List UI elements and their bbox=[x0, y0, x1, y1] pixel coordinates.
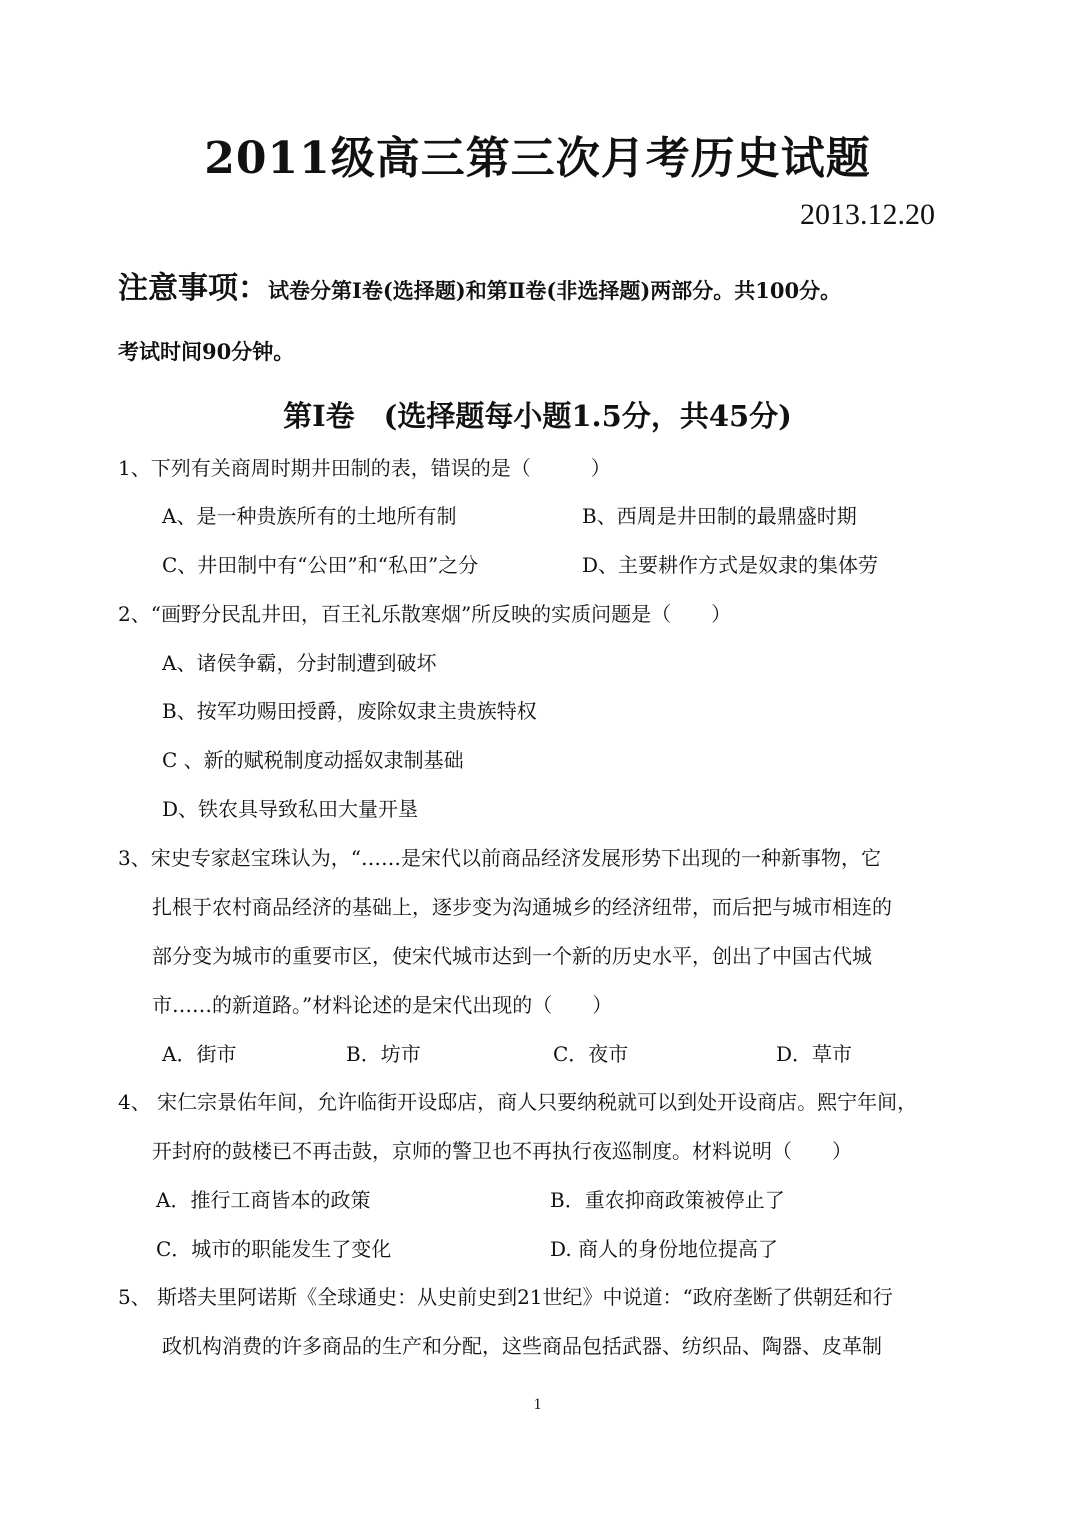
question-1-stem: 1、下列有关商周时期井田制的表，错误的是（ ） bbox=[118, 456, 611, 480]
question-3-line-2: 扎根于农村商品经济的基础上，逐步变为沟通城乡的经济纽带，而后把与城市相连的 bbox=[152, 895, 892, 919]
notice-text: 试卷分第Ⅰ卷(选择题)和第Ⅱ卷(非选择题)两部分。共100分。 bbox=[268, 278, 842, 303]
question-2-option-d: D、铁农具导致私田大量开垦 bbox=[162, 797, 419, 821]
question-3-option-a: A．街市 bbox=[162, 1042, 237, 1066]
question-3-option-c: C．夜市 bbox=[553, 1042, 629, 1066]
question-1-option-d: D、主要耕作方式是奴隶的集体劳 bbox=[582, 553, 879, 577]
question-4-option-d: D. 商人的身份地位提高了 bbox=[550, 1237, 779, 1261]
question-3-line-3: 部分变为城市的重要市区，使宋代城市达到一个新的历史水平，创出了中国古代城 bbox=[152, 944, 872, 968]
question-2-stem: 2、“画野分民乱井田，百王礼乐散寒烟”所反映的实质问题是（ ） bbox=[118, 602, 732, 626]
notice bbox=[118, 263, 978, 307]
question-2-option-a: A、诸侯争霸，分封制遭到破坏 bbox=[162, 651, 437, 675]
question-3-option-b: B．坊市 bbox=[346, 1042, 421, 1066]
exam-title: 2011级高三第三次月考历史试题 bbox=[204, 133, 871, 184]
notice-label: 注意事项： bbox=[118, 271, 268, 306]
page-number: 1 bbox=[533, 1396, 542, 1413]
question-3-line-4: 市……的新道路。”材料论述的是宋代出现的（ ） bbox=[152, 993, 613, 1017]
question-4-line-1: 4、 宋仁宗景佑年间，允许临街开设邸店，商人只要纳税就可以到处开设商店。熙宁年间， bbox=[118, 1090, 918, 1114]
question-4-line-2: 开封府的鼓楼已不再击鼓，京师的警卫也不再执行夜巡制度。材料说明（ ） bbox=[152, 1139, 852, 1163]
question-1-option-c: C、井田制中有“公田”和“私田”之分 bbox=[162, 553, 479, 577]
question-5-line-2: 政机构消费的许多商品的生产和分配，这些商品包括武器、纺织品、陶器、皮革制 bbox=[162, 1334, 882, 1358]
question-4-option-a: A．推行工商皆本的政策 bbox=[156, 1188, 371, 1212]
question-5-line-1: 5、 斯塔夫里阿诺斯《全球通史：从史前史到21世纪》中说道：“政府垄断了供朝廷和行 bbox=[118, 1285, 893, 1309]
section-title: 第Ⅰ卷 (选择题每小题1.5分，共45分) bbox=[283, 399, 792, 433]
question-4-option-c: C．城市的职能发生了变化 bbox=[156, 1237, 392, 1261]
exam-date: 2013.12.20 bbox=[800, 198, 935, 231]
question-2-option-b: B、按军功赐田授爵，废除奴隶主贵族特权 bbox=[162, 699, 537, 723]
question-1-option-b: B、西周是井田制的最鼎盛时期 bbox=[582, 504, 857, 528]
question-1-option-a: A、是一种贵族所有的土地所有制 bbox=[162, 504, 457, 528]
question-3-line-1: 3、宋史专家赵宝珠认为，“……是宋代以前商品经济发展形势下出现的一种新事物，它 bbox=[118, 846, 881, 870]
question-2-option-c: C 、新的赋税制度动摇奴隶制基础 bbox=[162, 748, 464, 772]
notice-text-continued: 考试时间90分钟。 bbox=[118, 339, 295, 364]
question-3-option-d: D．草市 bbox=[776, 1042, 853, 1066]
question-4-option-b: B．重农抑商政策被停止了 bbox=[550, 1188, 785, 1212]
